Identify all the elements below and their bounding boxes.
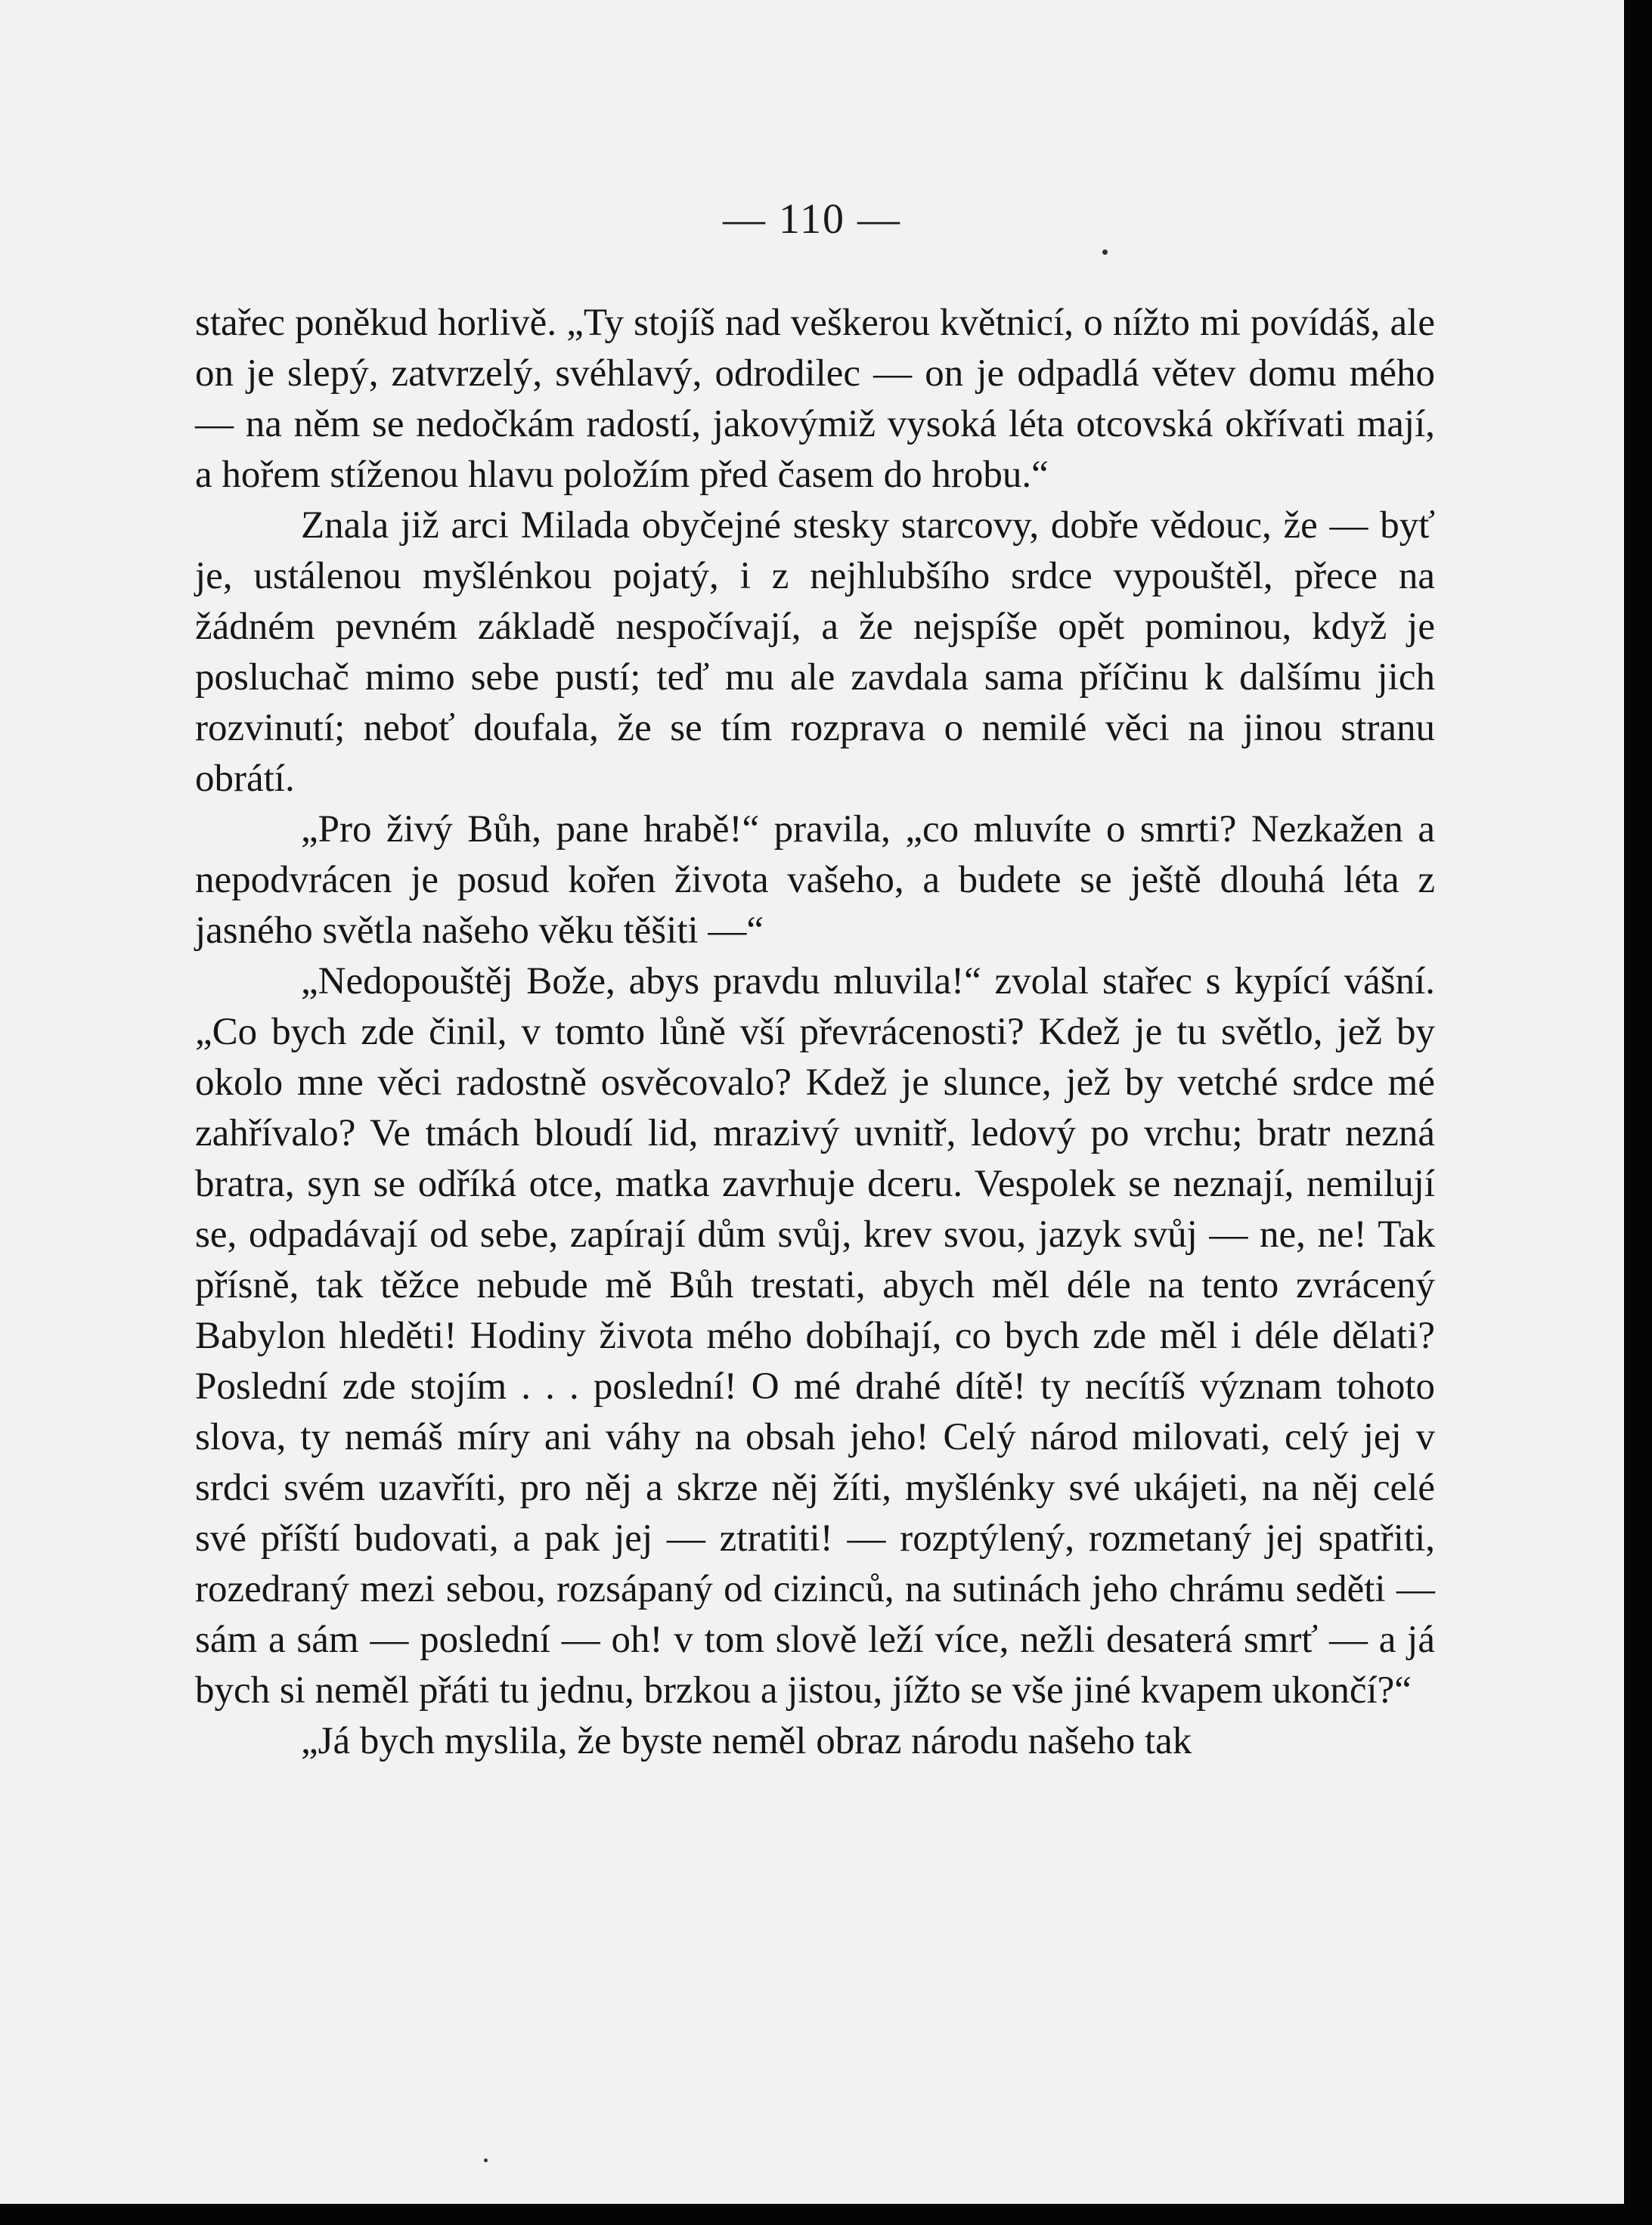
- paragraph-old-man-speech: „Nedopouštěj Bože, abys pravdu mluvila!“ zvolal stařec s kypící vášní. „Co bych zde činil, v tomto lůně vší převrácenosti? Kdež je tu světlo, jež by okolo mne věci radostně osvěcovalo? Kdež je slunce, jež by vetché srdce mé zahřívalo? Ve tmách bloudí lid, mrazivý uvnitř, ledový po vrchu; bratr nezná bratra, syn se odříká otce, matka zavrhuje dceru. Vespolek se neznají, nemilují se, odpadávají od sebe, zapírají dům svůj, krev svou, jazyk svůj — ne, ne! Tak přísně, tak těžce nebude mě Bůh trestati, abych měl déle na tento zvrácený Babylon hleděti! Hodiny života mého dobíhají, co bych zde měl i déle dělati? Poslední zde stojím . . . poslední! O mé drahé dítě! ty necítíš význam tohoto slova, ty nemáš míry ani váhy na obsah jeho! Celý národ milovati, celý jej v srdci svém uzavříti, pro něj a skrze něj žíti, myšlénky své ukájeti, na něj celé své příští budovati, a pak jej — ztratiti! — rozptýlený, rozmetaný jej spatřiti, rozedraný mezi sebou, rozsápaný od cizinců, na sutinách jeho chrámu seděti — sám a sám — poslední — oh! v tom slově leží více, nežli desaterá smrť — a já bych si neměl přáti tu jednu, brzkou a jistou, jížto se vše jiné kvapem ukončí?“: [195, 960, 1435, 1712]
- scan-border-right: [1624, 0, 1652, 2225]
- print-speck: [1102, 249, 1108, 255]
- paragraph-milada-speech: „Pro živý Bůh, pane hrabě!“ pravila, „co mluvíte o smrti? Nezkažen a nepodvrácen je posud kořen života vašeho, a budete se ještě dlouhá léta z jasného světla našeho věku těšiti —“: [195, 808, 1435, 952]
- page-number: — 110 —: [723, 196, 901, 243]
- body-text: [195, 298, 1435, 1767]
- print-speck: [484, 2158, 488, 2162]
- paragraph-continuation: stařec poněkud horlivě. „Ty stojíš nad veškerou květnicí, o nížto mi povídáš, ale on je slepý, zatvrzelý, svéhlavý, odrodilec — on je odpadlá větev domu mého — na něm se nedočkám radostí, jakovýmiž vysoká léta otcovská okřívati mají, a hořem stíženou hlavu položím před časem do hrobu.“: [195, 302, 1435, 496]
- paragraph-final-line: „Já bych myslila, že byste neměl obraz národu našeho tak: [301, 1720, 1192, 1762]
- paragraph-milada-narration: Znala již arci Milada obyčejné stesky starcovy, dobře vědouc, že — byť je, ustálenou myšlénkou pojatý, i z nejhlubšího srdce vypouštěl, přece na žádném pevném základě nespočívají, a že nejspíše opět pominou, když je posluchač mimo sebe pustí; teď mu ale zavdala sama příčinu k dalšímu jich rozvinutí; neboť doufala, že se tím rozprava o nemilé věci na jinou stranu obrátí.: [195, 504, 1435, 800]
- scan-border-bottom: [0, 2204, 1652, 2225]
